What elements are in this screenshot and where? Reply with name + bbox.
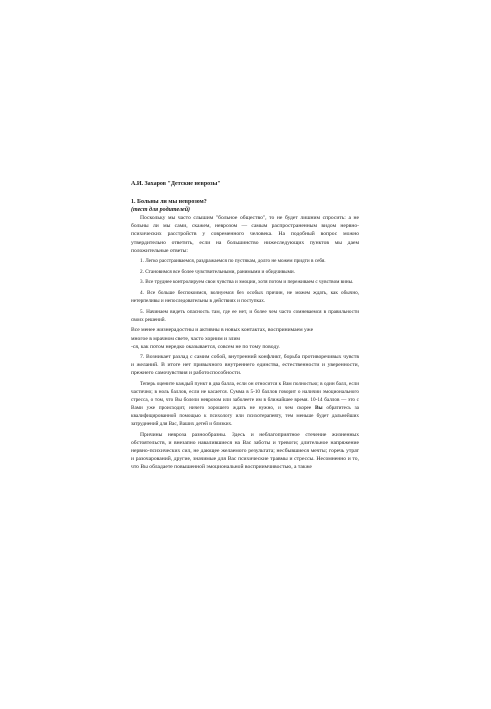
scoring-paragraph xyxy=(131,380,359,429)
list-item: 5. Начинаем видеть опасность там, где ее нет, и более чем часто сомневаемся в правильности своих решений. xyxy=(131,308,359,323)
causes-paragraph: Причины невроза разнообразны. Здесь и неблагоприятное стечение жизненных обстоятельств, и внезапно навалившиеся на Вас заботы и тревоги; длительное напряжение нервно-психических сил, не дающее желаемого результата; несбывшиеся мечты; горечь утрат и разочарований, другие, значимые для Вас психические травмы и стрессы. Несомненно и то, что Вы обладаете повышенной эмоциональной восприимчивостью, а также xyxy=(131,432,359,471)
list-item-6-line: многое в мрачном свете, часто хорним и злим xyxy=(131,335,240,342)
section-title: 1. Больны ли мы неврозом? xyxy=(131,199,207,206)
list-item: 3. Все труднее контролируем свои чувства и эмоции, хотя потом и переживаем с чувством вины. xyxy=(140,279,354,286)
list-item: 1. Легко расстраиваемся, раздражаемся по пустякам, долго не можем придти в себя. xyxy=(140,258,326,265)
section-subtitle: (тест для родителей) xyxy=(131,206,191,213)
list-item: 2. Становимся все более чувствительными, ранимыми и обидчивыми. xyxy=(140,268,295,275)
book-title: А.И. Захаров "Детские неврозы" xyxy=(131,181,221,187)
intro-paragraph: Поскольку мы часто слышим "больное общество", то не будет лишним спросить: а не больны ли мы сами, скажем, неврозом — самым распространенным видом нервно-психических расстройств у современного человека. На подобный вопрос можно утвердительно ответить, если на большинство нижеследующих пунктов мы даем положительные ответы: xyxy=(131,215,359,254)
list-item-6-line: -ся, как потом нередко оказывается, совсем не по тому поводу. xyxy=(131,343,280,350)
list-item-6-line: Все менее жизнерадостны и активны в новых контактах, воспринимаем уже xyxy=(131,327,314,334)
list-item: 4. Все больше беспокоимся, волнуемся без особых причин, не можем ждать, как обычно, нетерпеливы и непоследовательны в действиях и поступках. xyxy=(131,290,359,305)
document-body xyxy=(131,180,359,472)
scoring-text-end: обратитесь за квалифицированной помощью к психологу или психотерапевту, тем меньше будет дальнейших затруднений для Вас, Ваших детей и близких. xyxy=(131,405,359,428)
list-item-6 xyxy=(131,326,359,350)
scoring-text-start: Теперь оцените каждый пункт в два балла, если он относится к Вам полностью; в один балл, если частично; в ноль баллов, если не касается. Сумма в 5-10 баллов говорит о наличии эмоционального стресса, о том, что Вы болели неврозом или заболеете им в ближайшее время. 10-14 баллов — это с Вами уже происходит, ничего хорошего ждать не нужно, и чем скорее xyxy=(131,380,359,412)
scoring-text-bold: Вы xyxy=(315,405,323,412)
list-item-7: 7. Возникает разлад с самим собой, внутренний конфликт, борьба противоречивых чувств и желаний. В итоге нет привычного внутреннего единства, естественности и уверенности, прежнего самочувствия и работоспособности. xyxy=(131,354,359,377)
